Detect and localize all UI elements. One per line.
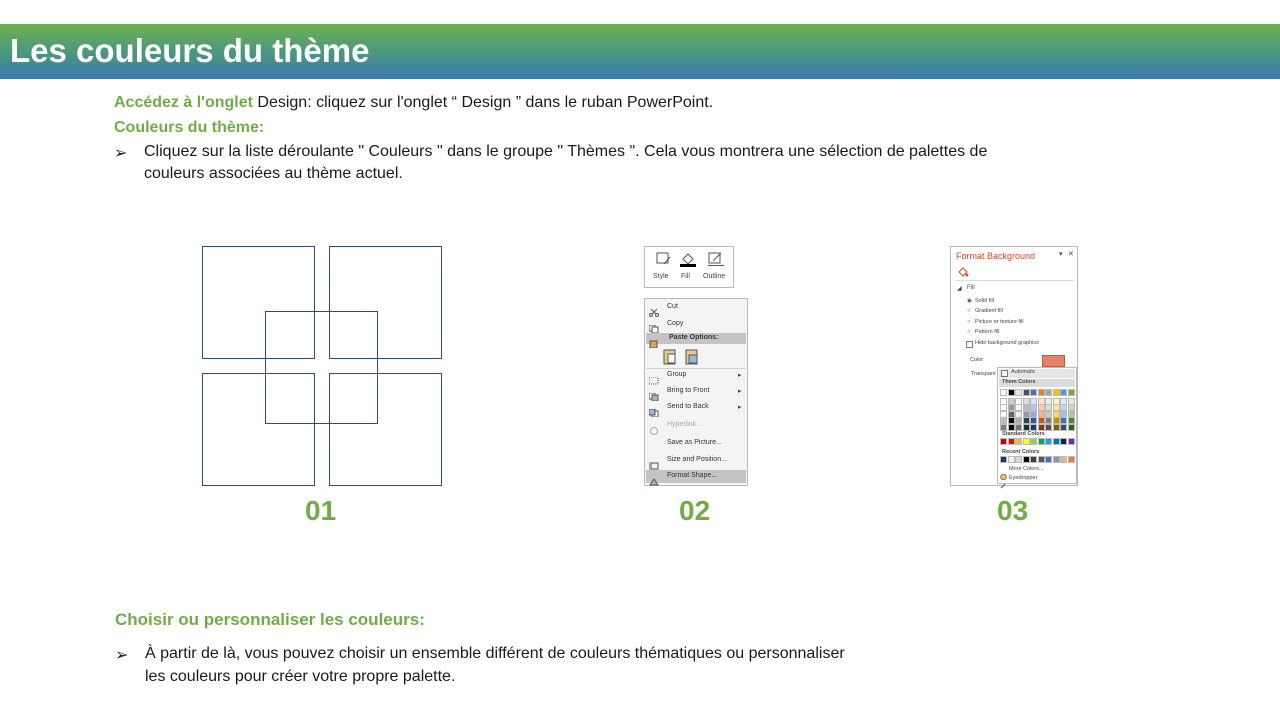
theme-color-swatch[interactable] [1009,399,1014,404]
theme-color-swatch[interactable] [1061,418,1066,423]
step-label-01: 01 [305,495,337,526]
solid-fill-label: Solid fill [975,298,994,304]
automatic-option[interactable] [999,369,1075,378]
outline-pen-icon [707,251,725,267]
radio-pattern-fill[interactable]: ○ [967,329,971,335]
format-background-pane [950,246,1078,486]
theme-color-swatch[interactable] [1009,425,1014,430]
theme-color-swatch[interactable] [1054,405,1059,410]
theme-color-swatch[interactable] [1061,399,1066,404]
shape-style-group [644,246,734,288]
eyedropper-option[interactable]: Eyedropper [1009,475,1038,481]
theme-color-swatch[interactable] [1001,425,1006,430]
theme-color-swatch[interactable] [1024,390,1029,395]
theme-color-swatch[interactable] [1061,390,1066,395]
theme-color-swatch[interactable] [1001,412,1006,417]
standard-color-swatch[interactable] [1046,439,1051,444]
recent-color-swatch[interactable] [1016,457,1021,462]
slide-title: Les couleurs du thème [10,32,370,69]
standard-color-swatch[interactable] [1054,439,1059,444]
submenu-arrow-icon: ▸ [738,388,742,395]
close-icon[interactable]: ✕ [1068,251,1074,258]
recent-color-swatch[interactable] [1046,457,1051,462]
title-banner [0,24,1280,79]
theme-color-swatch[interactable] [1016,412,1021,417]
recent-colors-label: Recent Colors [1002,449,1040,455]
theme-color-swatch[interactable] [1046,418,1051,423]
theme-color-swatch[interactable] [1039,405,1044,410]
theme-color-swatch[interactable] [1031,390,1036,395]
picture-fill-label: Picture or texture fill [975,319,1024,325]
standard-color-swatch[interactable] [1024,439,1029,444]
theme-color-swatch[interactable] [1069,425,1074,430]
theme-colors-label: Them Colors [1002,379,1036,385]
send-to-back-icon [649,404,659,412]
theme-color-swatch[interactable] [1054,418,1059,423]
standard-color-swatch[interactable] [1039,439,1044,444]
fill-button[interactable] [677,249,699,287]
theme-color-swatch[interactable] [1024,418,1029,423]
menu-item-format-shape[interactable]: Format Shape... [667,472,718,479]
recent-color-swatch[interactable] [1061,457,1066,462]
standard-color-swatch[interactable] [1001,439,1006,444]
theme-color-swatch[interactable] [1016,399,1021,404]
standard-colors-label: Standard Colors [1002,431,1045,437]
theme-color-swatch[interactable] [1046,390,1051,395]
theme-colors-header [999,379,1075,387]
menu-item-send-to-back[interactable]: Send to Back [667,403,709,410]
style-icon [655,251,673,267]
menu-item-bring-to-front[interactable]: Bring to Front [667,387,710,394]
theme-color-swatch[interactable] [1016,405,1021,410]
automatic-swatch [1001,370,1008,377]
hide-graphics-checkbox[interactable] [966,341,973,348]
theme-color-swatch[interactable] [1039,399,1044,404]
theme-color-swatch[interactable] [1009,412,1014,417]
standard-color-swatch[interactable] [1061,439,1066,444]
theme-color-swatch[interactable] [1001,418,1006,423]
recent-color-swatch[interactable] [1039,457,1044,462]
paste-options-header [646,333,746,344]
outline-button[interactable] [703,249,731,287]
theme-color-swatch[interactable] [1009,405,1014,410]
recent-color-swatch[interactable] [1069,457,1074,462]
menu-item-hyperlink[interactable]: Hyperlink... [667,421,703,428]
standard-color-swatch[interactable] [1069,439,1074,444]
theme-color-swatch[interactable] [1024,399,1029,404]
size-position-icon [649,457,659,465]
radio-picture-fill[interactable]: ○ [967,319,971,325]
fill-section-label: Fill [967,285,975,291]
theme-color-swatch[interactable] [1069,412,1074,417]
theme-color-swatch[interactable] [1054,412,1059,417]
intro-line [114,94,713,112]
bring-to-front-icon [649,388,659,396]
paste-options-label: Paste Options: [669,334,719,341]
recent-color-swatch[interactable] [1009,457,1014,462]
theme-color-swatch[interactable] [1054,390,1059,395]
theme-color-swatch[interactable] [1054,399,1059,404]
menu-item-save-as-picture[interactable]: Save as Picture... [667,439,722,446]
intro-text: Design: cliquez sur l'onglet “ Design ” dans le ruban PowerPoint. [252,94,714,111]
theme-color-swatch[interactable] [1054,425,1059,430]
theme-color-swatch[interactable] [1069,399,1074,404]
theme-color-swatch[interactable] [1009,418,1014,423]
palette-icon [1000,467,1007,473]
menu-item-group[interactable]: Group [667,371,687,378]
eyedropper-icon [1000,476,1007,482]
menu-item-cut[interactable]: Cut [667,303,678,310]
outline-label: Outline [703,273,726,280]
theme-color-swatch[interactable] [1031,405,1036,410]
transparency-label: Transpare [971,371,996,377]
standard-color-swatch[interactable] [1016,439,1021,444]
theme-color-swatch[interactable] [1031,412,1036,417]
color-picker-button[interactable] [1042,355,1065,367]
paste-picture-icon[interactable] [685,349,699,365]
clipboard-icon [649,335,659,343]
fill-label: Fill [681,273,690,280]
theme-color-swatch[interactable] [1061,412,1066,417]
theme-color-swatch[interactable] [1039,412,1044,417]
theme-colors-heading: Couleurs du thème: [114,119,265,136]
theme-color-swatch[interactable] [1016,418,1021,423]
standard-color-swatch[interactable] [1031,439,1036,444]
theme-color-swatch[interactable] [1061,405,1066,410]
scissors-icon [649,304,659,312]
theme-color-swatch[interactable] [1009,390,1014,395]
theme-color-swatch[interactable] [1069,418,1074,423]
theme-color-swatch[interactable] [1046,399,1051,404]
paste-keep-formatting-icon[interactable] [663,349,677,365]
radio-solid-fill[interactable]: ◉ [967,298,972,304]
theme-color-swatch[interactable] [1031,425,1036,430]
style-label: Style [653,273,669,280]
theme-color-swatch[interactable] [1061,425,1066,430]
recent-color-swatch[interactable] [1024,457,1029,462]
theme-color-swatch[interactable] [1046,405,1051,410]
pane-title: Format Background [956,251,1036,261]
group-icon [649,372,659,380]
collapse-icon[interactable]: ◢ [957,286,962,292]
more-colors-option[interactable]: More Colors... [1009,466,1044,472]
theme-color-swatch[interactable] [1001,405,1006,410]
recent-color-swatch[interactable] [1001,457,1006,462]
menu-item-copy[interactable]: Copy [667,320,684,327]
recent-color-swatch[interactable] [1054,457,1059,462]
intro-lead: Accédez à l'onglet [114,94,253,111]
pane-divider [956,280,1074,281]
pattern-fill-label: Pattern fill [975,329,1000,335]
format-shape-highlight [646,470,746,483]
standard-color-swatch[interactable] [1009,439,1014,444]
color-dropdown [997,367,1077,484]
theme-color-swatch[interactable] [1039,390,1044,395]
theme-color-swatch[interactable] [1046,412,1051,417]
theme-color-swatch[interactable] [1069,405,1074,410]
theme-color-swatch[interactable] [1031,399,1036,404]
menu-item-size-and-position[interactable]: Size and Position... [667,456,727,463]
bullet-arrow-icon: ➢ [115,647,129,664]
theme-color-swatch[interactable] [1016,390,1021,395]
square-center [265,311,378,424]
theme-color-swatch[interactable] [1024,412,1029,417]
submenu-arrow-icon: ▸ [738,372,742,379]
bullet-2-line-1: À partir de là, vous pouvez choisir un ensemble différent de couleurs thématiques ou personnaliser [145,645,845,662]
theme-color-swatch[interactable] [1016,425,1021,430]
paint-bucket-icon[interactable] [957,264,969,275]
bullet-1-line-1: Cliquez sur la liste déroulante " Couleurs " dans le groupe " Thèmes ". Cela vous montrera une sélection de palettes de [144,143,988,160]
pane-dropdown-icon[interactable]: ▾ [1059,251,1063,258]
radio-gradient-fill[interactable]: ○ [967,308,971,314]
theme-color-swatch[interactable] [1069,390,1074,395]
copy-icon [649,320,659,328]
recent-color-swatch[interactable] [1031,457,1036,462]
hyperlink-icon [649,422,659,430]
step-label-03: 03 [997,495,1029,526]
theme-color-swatch[interactable] [1039,418,1044,423]
theme-color-swatch[interactable] [1001,399,1006,404]
submenu-arrow-icon: ▸ [738,404,742,411]
theme-color-swatch[interactable] [1031,418,1036,423]
automatic-label: Automatic [1011,369,1036,375]
context-menu [644,298,748,486]
hide-graphics-label: Hide background graphics [975,340,1039,346]
style-button[interactable] [651,249,673,287]
theme-color-swatch[interactable] [1024,405,1029,410]
color-label: Color [970,357,984,363]
bullet-1-line-2: couleurs associées au thème actuel. [144,165,403,182]
theme-color-swatch[interactable] [1024,425,1029,430]
theme-color-swatch[interactable] [1039,425,1044,430]
fill-bucket-icon [679,251,697,267]
bullet-arrow-icon: ➢ [114,145,128,162]
format-shape-icon [649,473,659,481]
theme-color-swatch[interactable] [1046,425,1051,430]
choose-colors-heading: Choisir ou personnaliser les couleurs: [115,610,425,629]
gradient-fill-label: Gradient fill [975,308,1003,314]
menu-divider [646,368,746,369]
bullet-2-line-2: les couleurs pour créer votre propre palette. [145,668,456,685]
theme-color-swatch[interactable] [1001,390,1006,395]
step-label-02: 02 [679,495,711,526]
